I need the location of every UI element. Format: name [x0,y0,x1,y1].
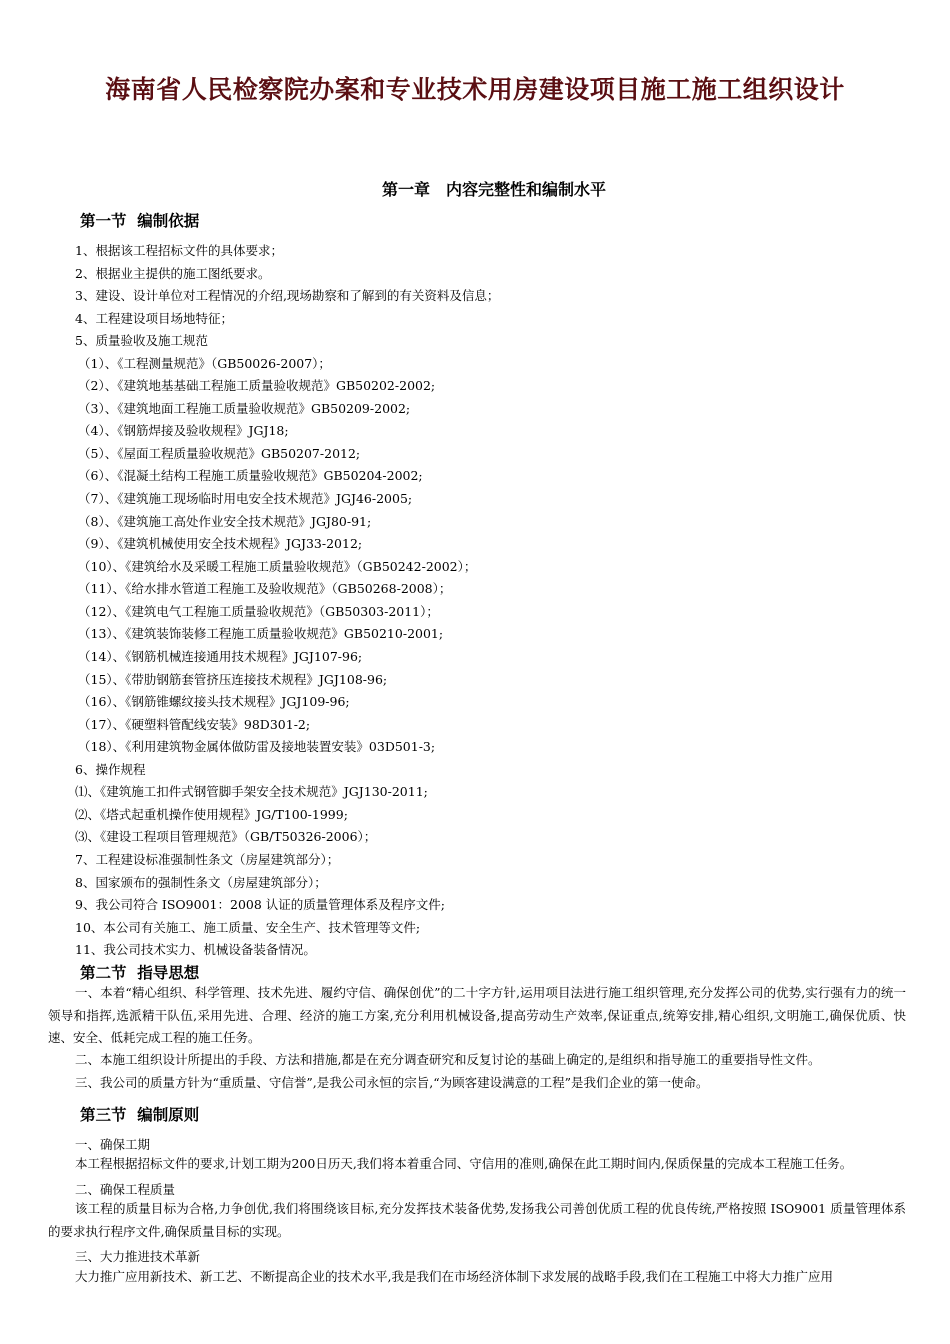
standard-item: （8）、《建筑施工高处作业安全技术规范》JGJ80-91; [78,514,372,529]
standard-item: （18）、《利用建筑物金属体做防雷及接地装置安装》03D501-3; [78,739,436,754]
list-item: 8、国家颁布的强制性条文（房屋建筑部分）； [75,875,327,890]
subheading: 三、大力推进技术革新 [75,1249,201,1264]
standard-item: （9）、《建筑机械使用安全技术规程》JGJ33-2012; [78,536,363,551]
list-item: 6、操作规程 [75,762,146,777]
list-item: 1、根据该工程招标文件的具体要求； [75,243,283,258]
standard-item: （7）、《建筑施工现场临时用电安全技术规范》JGJ46-2005; [78,491,413,506]
section-heading: 第一节 编制依据 [80,212,200,230]
standard-item: （16）、《钢筋锥螺纹接头技术规程》JGJ109-96; [78,694,350,709]
list-item: 9、我公司符合 ISO9001：2008 认证的质量管理体系及程序文件; [75,897,445,912]
paragraph: 本工程根据招标文件的要求,计划工期为200日历天,我们将本着重合同、守信用的准则,确保在此工期时间内,保质保量的完成本工程施工任务。 [75,1156,853,1171]
standard-item: （1）、《工程测量规范》（GB50026-2007）； [78,356,331,371]
standard-item: （14）、《钢筋机械连接通用技术规程》JGJ107-96; [78,649,363,664]
list-item: 4、工程建设项目场地特征； [75,311,233,326]
procedure-item: ⑶、《建设工程项目管理规范》（GB/T50326-2006）； [75,829,377,844]
standard-item: （6）、《混凝土结构工程施工质量验收规范》GB50204-2002; [78,468,423,483]
subheading: 一、确保工期 [75,1137,151,1152]
paragraph: 大力推广应用新技术、新工艺、不断提高企业的技术水平,我是我们在市场经济体制下求发展的战略手段,我们在工程施工中将大力推广应用 [75,1269,833,1284]
standard-item: （2）、《建筑地基基础工程施工质量验收规范》GB50202-2002; [78,378,436,393]
standard-item: （10）、《建筑给水及采暖工程施工质量验收规范》（GB50242-2002）； [78,559,477,574]
list-item: 10、本公司有关施工、施工质量、安全生产、技术管理等文件; [75,920,421,935]
standard-item: （11）、《给水排水管道工程施工及验收规范》（GB50268-2008）； [78,581,452,596]
section-heading: 第二节 指导思想 [80,964,200,982]
list-item: 3、建设、设计单位对工程情况的介绍,现场勘察和了解到的有关资料及信息； [75,288,500,303]
paragraph: 一、本着“精心组织、科学管理、技术先进、履约守信、确保创优”的二十字方针,运用项目法进行施工组织管理,充分发挥公司的优势,实行强有力的统一领导和指挥,选派精干队伍,采用先进、合理、经济的施工方案,充分利用机械设备,提高劳动生产效率,保证重点,统筹安排,精心组织,文明施工,确保优质、快速、安全、低耗完成工程的施工任务。 [48,985,906,1045]
document-title: 海南省人民检察院办案和专业技术用房建设项目施工施工组织设计 [105,75,845,104]
list-item: 11、我公司技术实力、机械设备装备情况。 [75,942,316,957]
subheading: 二、确保工程质量 [75,1182,176,1197]
standard-item: （5）、《屋面工程质量验收规范》GB50207-2012; [78,446,361,461]
standard-item: （17）、《硬塑料管配线安装》98D301-2; [78,717,311,732]
paragraph: 三、我公司的质量方针为“重质量、守信誉”,是我公司永恒的宗旨,“为顾客建设满意的工程”是我们企业的第一使命。 [75,1075,709,1090]
list-item: 7、工程建设标准强制性条文（房屋建筑部分）； [75,852,340,867]
section-heading: 第三节 编制原则 [80,1106,200,1124]
list-item: 5、质量验收及施工规范 [75,333,208,348]
procedure-item: ⑴、《建筑施工扣件式钢管脚手架安全技术规范》JGJ130-2011; [75,784,428,799]
list-item: 2、根据业主提供的施工图纸要求。 [75,266,271,281]
standard-item: （3）、《建筑地面工程施工质量验收规范》GB50209-2002; [78,401,411,416]
standard-item: （4）、《钢筋焊接及验收规程》JGJ18; [78,423,289,438]
standard-item: （13）、《建筑装饰装修工程施工质量验收规范》GB50210-2001; [78,626,444,641]
standard-item: （12）、《建筑电气工程施工质量验收规范》（GB50303-2011）； [78,604,439,619]
standard-item: （15）、《带肋钢筋套管挤压连接技术规程》JGJ108-96; [78,672,388,687]
paragraph: 该工程的质量目标为合格,力争创优,我们将围绕该目标,充分发挥技术装备优势,发扬我公司善创优质工程的优良传统,严格按照 ISO9001 质量管理体系的要求执行程序文件,确保质量目标的实现。 [48,1201,906,1239]
paragraph: 二、本施工组织设计所提出的手段、方法和措施,都是在充分调查研究和反复讨论的基础上确定的,是组织和指导施工的重要指导性文件。 [75,1052,821,1067]
chapter-heading: 第一章 内容完整性和编制水平 [381,180,606,199]
procedure-item: ⑵、《塔式起重机操作使用规程》JG/T100-1999; [75,807,348,822]
